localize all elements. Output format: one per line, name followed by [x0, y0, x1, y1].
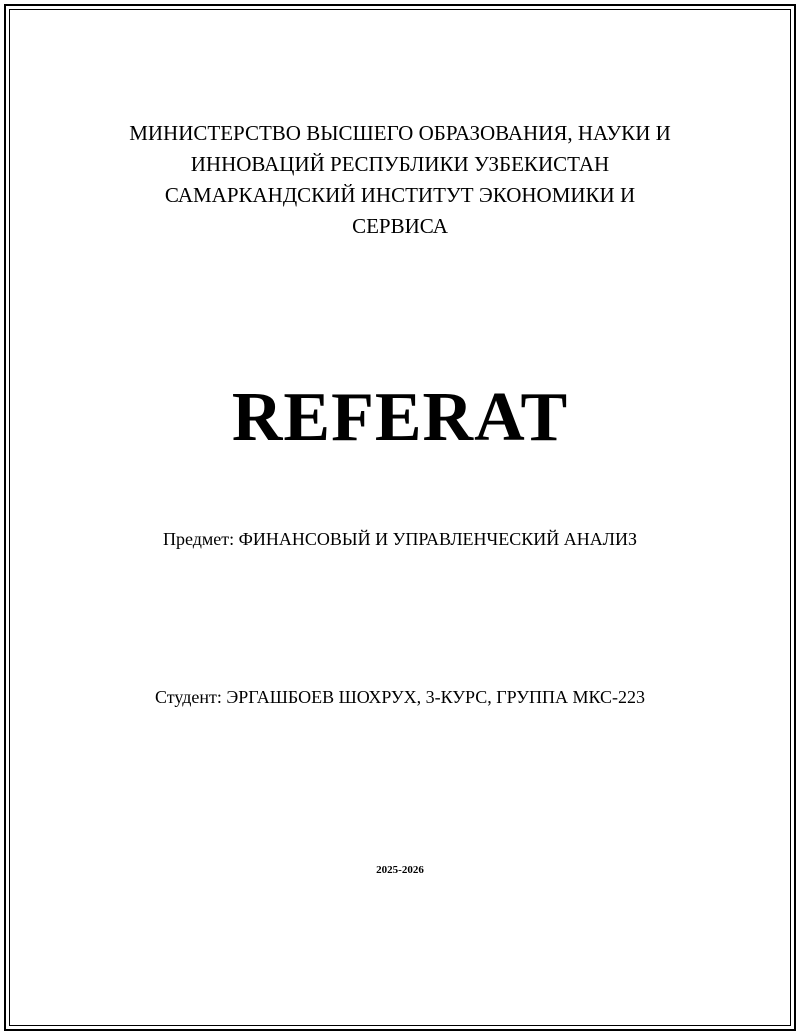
document-title: REFERAT — [231, 379, 569, 456]
institution-line-1: МИНИСТЕРСТВО ВЫСШЕГО ОБРАЗОВАНИЯ, НАУКИ И — [129, 121, 671, 145]
institution-line-2: ИННОВАЦИЙ РЕСПУБЛИКИ УЗБЕКИСТАН — [190, 152, 610, 176]
student-value: ЭРГАШБОЕВ ШОХРУХ, 3-КУРС, ГРУППА МКС-223 — [226, 687, 646, 707]
institution-header — [100, 118, 700, 242]
subject-line — [0, 526, 800, 552]
subject-label: Предмет: — [163, 529, 235, 549]
academic-year: 2025-2026 — [376, 864, 424, 876]
institution-line-4: СЕРВИСА — [352, 214, 448, 238]
student-line — [0, 684, 800, 710]
institution-line-3: САМАРКАНДСКИЙ ИНСТИТУТ ЭКОНОМИКИ И — [164, 183, 636, 207]
student-label: Студент: — [154, 687, 222, 707]
subject-value: ФИНАНСОВЫЙ И УПРАВЛЕНЧЕСКИЙ АНАЛИЗ — [238, 529, 637, 549]
